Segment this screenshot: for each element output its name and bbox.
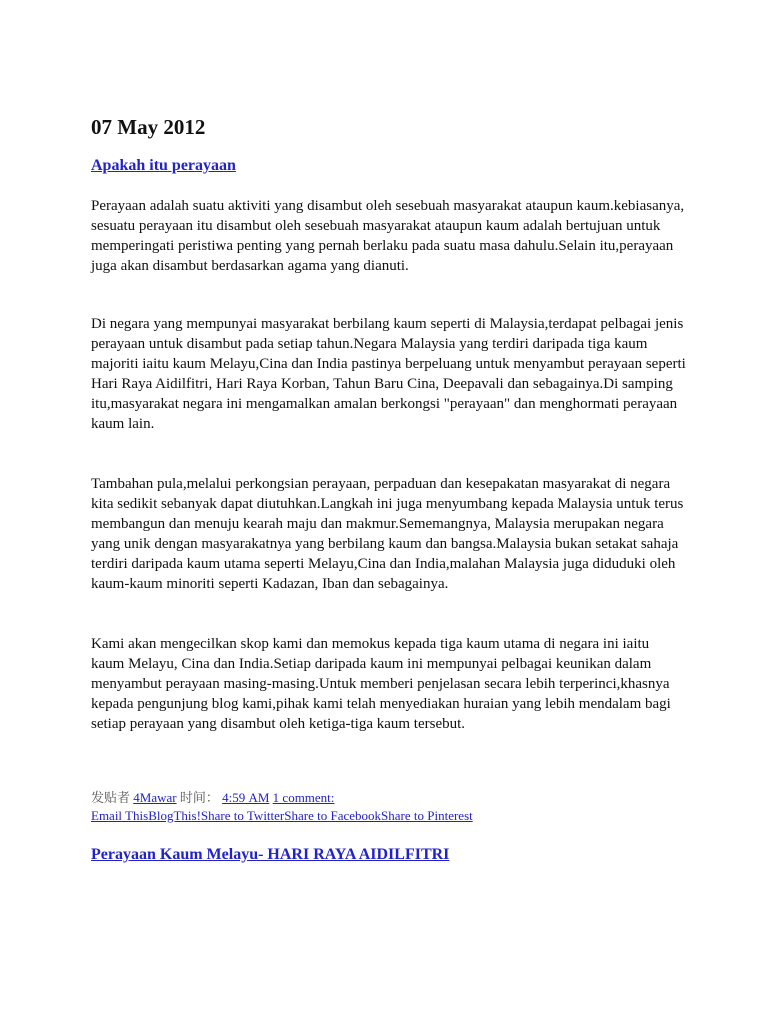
time-label: 时间： xyxy=(179,790,219,805)
post-paragraph-2: Di negara yang mempunyai masyarakat berbilang kaum seperti di Malaysia,terdapat pelbagai jenis perayaan untuk disambut pada setiap tahun.Negara Malaysia yang terdiri daripada tiga kaum majoriti iaitu kaum Melayu,Cina dan India pastinya berpeluang untuk menyambut perayaan seperti Hari Raya Aidilfitri, Hari Raya Korban, Tahun Baru Cina, Deepavali dan sebagainya.Di samping itu,masyarakat negara ini mengamalkan amalan berkongsi "perayaan" dan menghormati perayaan kaum lain. xyxy=(91,316,686,432)
share-pinterest-link[interactable]: Share to Pinterest xyxy=(381,808,473,823)
share-links-row xyxy=(91,807,691,825)
post-title xyxy=(91,156,236,176)
posted-by-label: 发贴者 xyxy=(91,790,131,805)
second-post-title xyxy=(91,845,449,865)
share-twitter-link[interactable]: Share to Twitter xyxy=(200,808,285,823)
post-meta-row xyxy=(91,789,691,807)
share-facebook-link[interactable]: Share to Facebook xyxy=(284,808,382,823)
post-footer xyxy=(91,789,691,825)
share-email-link[interactable]: Email This xyxy=(91,808,149,823)
author-link[interactable]: 4Mawar xyxy=(133,790,177,805)
post-paragraph-3: Tambahan pula,melalui perkongsian perayaan, perpaduan dan kesepakatan masyarakat di negara kita sedikit sebanyak dapat diutuhkan.Langkah ini juga menyumbang kepada Malaysia untuk terus membangun dan menuju kearah maju dan makmur.Sememangnya, Malaysia merupakan negara yang unik dengan masyarakatnya yang berbilang kaum dan bangsa.Malaysia bukan setakat sahaja terdiri daripada kaum utama seperti Melayu,Cina dan India,malahan Malaysia juga diduduki oleh kaum-kaum minoriti seperti Kadazan, Iban dan sebagainya. xyxy=(91,476,684,592)
timestamp-link[interactable]: 4:59 AM xyxy=(222,790,270,805)
share-blogthis-link[interactable]: BlogThis! xyxy=(148,808,201,823)
post-paragraph-1: Perayaan adalah suatu aktiviti yang disambut oleh sesebuah masyarakat ataupun kaum.kebiasanya, sesuatu perayaan itu disambut oleh sesebuah masyarakat ataupun kaum adalah bertujuan untuk memperingati peristiwa penting yang pernah berlaku pada suatu masa dahulu.Selain itu,perayaan juga akan disambut berdasarkan agama yang dianuti. xyxy=(91,198,685,274)
date-header: 07 May 2012 xyxy=(91,115,206,139)
post-paragraph-4: Kami akan mengecilkan skop kami dan memokus kepada tiga kaum utama di negara ini iaitu kaum Melayu, Cina dan India.Setiap daripada kaum ini mempunyai pelbagai keunikan dalam menyambut perayaan masing-masing.Untuk memberi penjelasan secara lebih terperinci,khasnya kepada pengunjung blog kami,pihak kami telah menyediakan huraian yang lebih mendalam bagi setiap perayaan yang disambut oleh ketiga-tiga kaum tersebut. xyxy=(91,636,671,732)
comments-link[interactable]: 1 comment: xyxy=(272,790,335,805)
post-title-link[interactable]: Apakah itu perayaan xyxy=(91,157,236,174)
second-post-title-link[interactable]: Perayaan Kaum Melayu- HARI RAYA AIDILFITRI xyxy=(91,846,450,863)
